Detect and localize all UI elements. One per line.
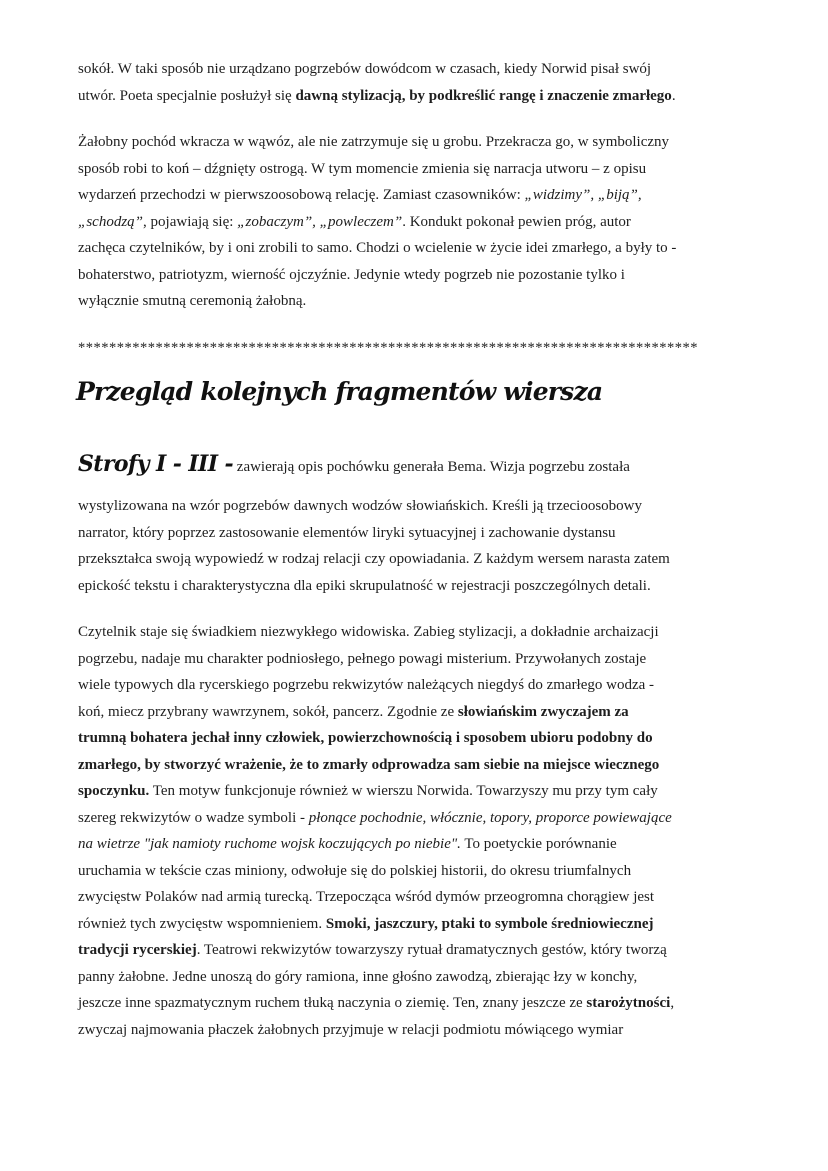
bold-text: starożytności <box>586 995 671 1011</box>
paragraph <box>78 129 758 315</box>
text-line <box>78 752 758 779</box>
text-run: zwyczaj najmowania płaczek żałobnych przyjmuje w relacji podmiotu mówiącego wymiar <box>78 1021 624 1038</box>
text-run: To poetyckie porównanie <box>460 836 617 852</box>
text-line <box>78 725 758 752</box>
italic-text: na wietrze "jak namioty ruchome wojsk koczujących po niebie". <box>78 836 461 852</box>
text-line <box>78 209 758 236</box>
text-run: panny żałobne. Jedne unoszą do góry ramiona, inne głośno zawodzą, zbierając łzy w konchy, <box>78 968 638 985</box>
text-line <box>78 288 758 315</box>
text-run: koń, miecz przybrany wawrzynem, sokół, pancerz. Zgodnie ze <box>78 703 458 720</box>
text-run: również tych zwycięstw wspomnieniem. <box>78 915 326 932</box>
strofy-intro: zawierają opis pochówku generała Bema. Wizja pogrzebu została <box>233 459 630 475</box>
text-line <box>78 56 758 83</box>
text-line <box>78 129 758 156</box>
text-line <box>78 884 758 911</box>
text-line <box>78 573 758 600</box>
text-run: , pojawiają się: <box>143 213 238 230</box>
text-run: narrator, który poprzez zastosowanie elementów liryki sytuacyjnej i zachowanie dystansu <box>78 524 616 541</box>
text-run: uruchamia w tekście czas miniony, odwołuje się do polskiej historii, do okresu triumfalnych <box>78 862 632 879</box>
text-line <box>78 182 758 209</box>
text-run: sposób robi to koń – dźgnięty ostrogą. W tym momencie zmienia się narracja utworu – z opisu <box>78 160 647 177</box>
text-line <box>78 619 758 646</box>
strofy-heading: Strofy I - III - <box>78 451 234 477</box>
paragraph <box>78 619 758 1043</box>
italic-text: „zobaczym”, „powleczem” <box>237 213 403 230</box>
bold-text: trumną bohatera jechał inny człowiek, powierzchownością i sposobem ubioru podobny do <box>78 730 653 746</box>
italic-text: płonące pochodnie, włócznie, topory, proporce powiewające <box>308 809 672 826</box>
text-run: przekształca swoją wypowiedź w rodzaj relacji czy opowiadania. Z każdym wersem narasta zatem <box>78 551 670 567</box>
text-run: , <box>670 995 675 1011</box>
paragraph <box>78 56 758 109</box>
paragraph-body <box>78 493 758 599</box>
text-line <box>78 672 758 699</box>
text-run: wydarzeń przechodzi w pierwszoosobową relację. Zamiast czasowników: <box>78 187 525 203</box>
text-line <box>78 778 758 805</box>
italic-text: „schodzą” <box>78 213 144 230</box>
text-run: szereg rekwizytów o wadze symboli - <box>78 809 309 826</box>
paragraph <box>78 447 758 599</box>
text-line <box>78 646 758 673</box>
text-line <box>78 83 758 110</box>
text-run: zwycięstw Polaków nad armią turecką. Trzepocząca wśród dymów przeogromna chorągiew jest <box>78 889 655 905</box>
text-run: wiele typowych dla rycerskiego pogrzebu rekwizytów należących niegdyś do zmarłego wodza - <box>78 677 655 693</box>
text-line <box>78 699 758 726</box>
text-line <box>78 262 758 289</box>
text-line <box>78 805 758 832</box>
text-run: zachęca czytelników, by i oni zrobili to samo. Chodzi o wcielenie w życie idei zmarłego, a były to - <box>78 240 677 256</box>
text-line <box>78 831 758 858</box>
text-run: utwór. Poeta specjalnie posłużył się <box>78 87 296 104</box>
document-page <box>78 56 758 1063</box>
strofy-line <box>78 447 758 484</box>
text-line <box>78 964 758 991</box>
bold-text: tradycji rycerskiej <box>78 942 197 958</box>
italic-text: „widzimy”, „biją”, <box>524 187 642 203</box>
text-run: . Teatrowi rekwizytów towarzyszy rytuał dramatycznych gestów, który tworzą <box>196 942 667 958</box>
bold-text: dawną stylizacją, by podkreślić rangę i znaczenie zmarłego <box>295 87 672 104</box>
text-line <box>78 493 758 520</box>
text-line <box>78 911 758 938</box>
separator: ******************************************************************************** <box>78 339 698 356</box>
text-run: . Kondukt pokonał pewien próg, autor <box>402 213 631 230</box>
text-run: jeszcze inne spazmatycznym ruchem tłuką naczynia o ziemię. Ten, znany jeszcze ze <box>78 995 587 1011</box>
text-run: wyłącznie smutną ceremonią żałobną. <box>78 293 307 309</box>
bold-text: spoczynku. <box>78 783 150 799</box>
text-run: Czytelnik staje się świadkiem niezwykłego widowiska. Zabieg stylizacji, a dokładnie archaizacji <box>78 624 659 640</box>
text-line <box>78 520 758 547</box>
text-line <box>78 858 758 885</box>
text-line <box>78 1017 758 1044</box>
bold-text: zmarłego, by stworzyć wrażenie, że to zmarły odprowadza sam siebie na miejsce wiecznego <box>78 756 660 773</box>
text-run: wystylizowana na wzór pogrzebów dawnych wodzów słowiańskich. Kreśli ją trzecioosobowy <box>78 498 643 514</box>
section-heading: Przegląd kolejnych fragmentów wiersza <box>76 377 603 406</box>
text-run: sokół. W taki sposób nie urządzano pogrzebów dowódcom w czasach, kiedy Norwid pisał swój <box>78 61 652 77</box>
bold-text: Smoki, jaszczury, ptaki to symbole średniowiecznej <box>325 915 654 932</box>
text-run: Żałobny pochód wkracza w wąwóz, ale nie zatrzymuje się u grobu. Przekracza go, w symboliczny <box>78 134 670 150</box>
text-run: . <box>671 87 676 104</box>
text-line <box>78 235 758 262</box>
bold-text: słowiańskim zwyczajem za <box>457 703 629 720</box>
text-line <box>78 156 758 183</box>
text-run: pogrzebu, nadaje mu charakter podniosłego, pełnego powagi misterium. Przywołanych zostaje <box>78 650 647 667</box>
text-run: bohaterstwo, patriotyzm, wierność ojczyźnie. Jedynie wtedy pogrzeb nie pozostanie tylko i <box>78 266 625 283</box>
text-run: epickość tekstu i charakterystyczna dla epiki skrupulatność w rejestracji poszczególnych detali. <box>78 577 651 594</box>
text-run: Ten motyw funkcjonuje również w wierszu Norwida. Towarzyszy mu przy tym cały <box>149 783 658 799</box>
text-line <box>78 546 758 573</box>
text-line <box>78 937 758 964</box>
text-line <box>78 990 758 1017</box>
